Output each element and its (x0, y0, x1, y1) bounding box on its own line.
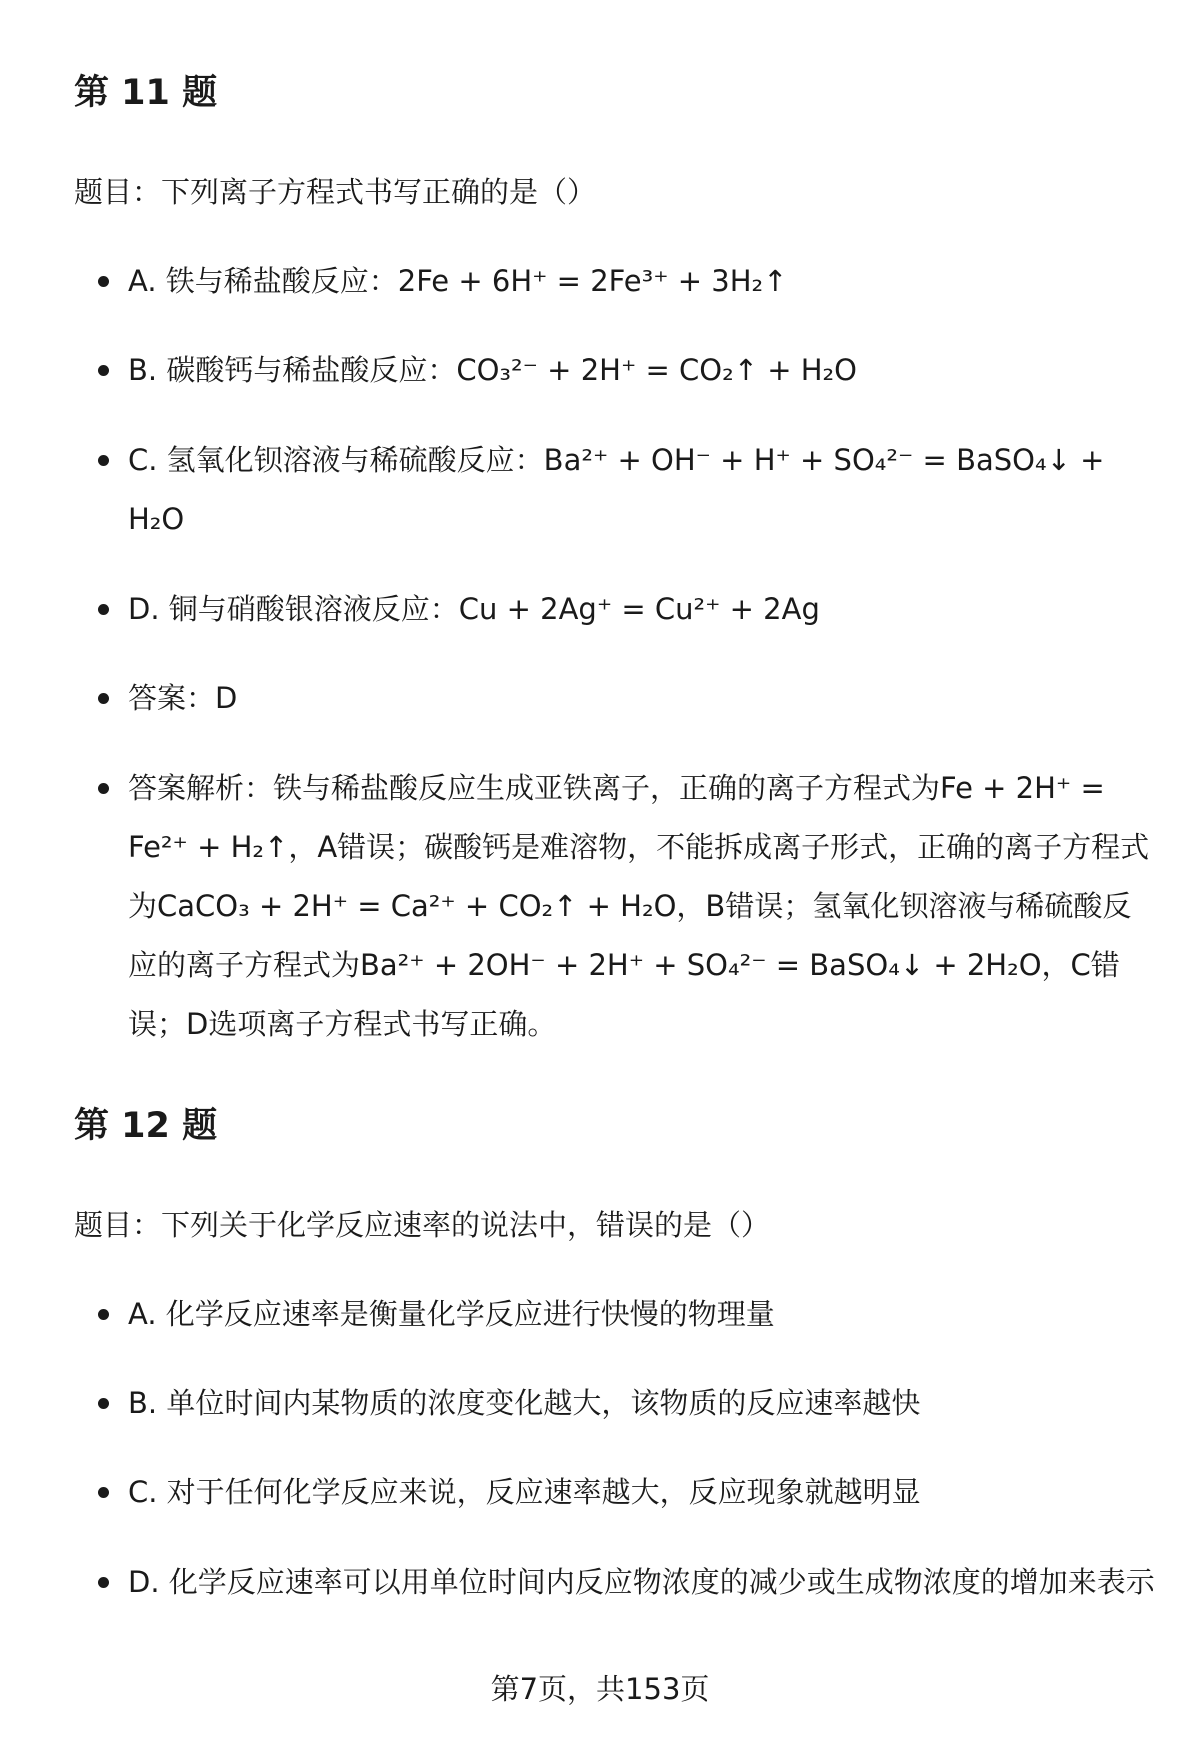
question-12-stem: 题目：下列关于化学反应速率的说法中，错误的是（） (74, 1208, 771, 1242)
question-11-option-d: D. 铜与硝酸银溶液反应：Cu + 2Ag⁺ = Cu²⁺ + 2Ag (128, 580, 1158, 639)
question-12-title: 第 12 题 (74, 1106, 218, 1146)
question-12-option-b: B. 单位时间内某物质的浓度变化越大，该物质的反应速率越快 (128, 1374, 1158, 1433)
question-12-option-c: C. 对于任何化学反应来说，反应速率越大，反应现象就越明显 (128, 1463, 1158, 1522)
question-11-option-b: B. 碳酸钙与稀盐酸反应：CO₃²⁻ + 2H⁺ = CO₂↑ + H₂O (128, 341, 1158, 400)
question-11-option-c: C. 氢氧化钡溶液与稀硫酸反应：Ba²⁺ + OH⁻ + H⁺ + SO₄²⁻ = BaSO₄↓ + H₂O (128, 431, 1158, 549)
question-11-title: 第 11 题 (74, 73, 218, 113)
question-12-option-d: D. 化学反应速率可以用单位时间内反应物浓度的减少或生成物浓度的增加来表示 (128, 1553, 1158, 1612)
page-footer-number: 第7页，共153页 (490, 1672, 710, 1706)
question-11-answer: 答案：D (128, 669, 1158, 728)
question-11-option-a: A. 铁与稀盐酸反应：2Fe + 6H⁺ = 2Fe³⁺ + 3H₂↑ (128, 252, 1158, 311)
question-11-analysis: 答案解析：铁与稀盐酸反应生成亚铁离子，正确的离子方程式为Fe + 2H⁺ = Fe²⁺ + H₂↑，A错误；碳酸钙是难溶物，不能拆成离子形式，正确的离子方程式为CaCO₃ + 2H⁺ = Ca²⁺ + CO₂↑ + H₂O，B错误；氢氧化钡溶液与稀硫酸反应的离子方程式为Ba²⁺ + 2OH⁻ + 2H⁺ + SO₄²⁻ = BaSO₄↓ + 2H₂O，C错误；D选项离子方程式书写正确。 (128, 759, 1158, 1054)
question-11-stem: 题目：下列离子方程式书写正确的是（） (74, 175, 597, 209)
question-12-option-a: A. 化学反应速率是衡量化学反应进行快慢的物理量 (128, 1285, 1158, 1344)
